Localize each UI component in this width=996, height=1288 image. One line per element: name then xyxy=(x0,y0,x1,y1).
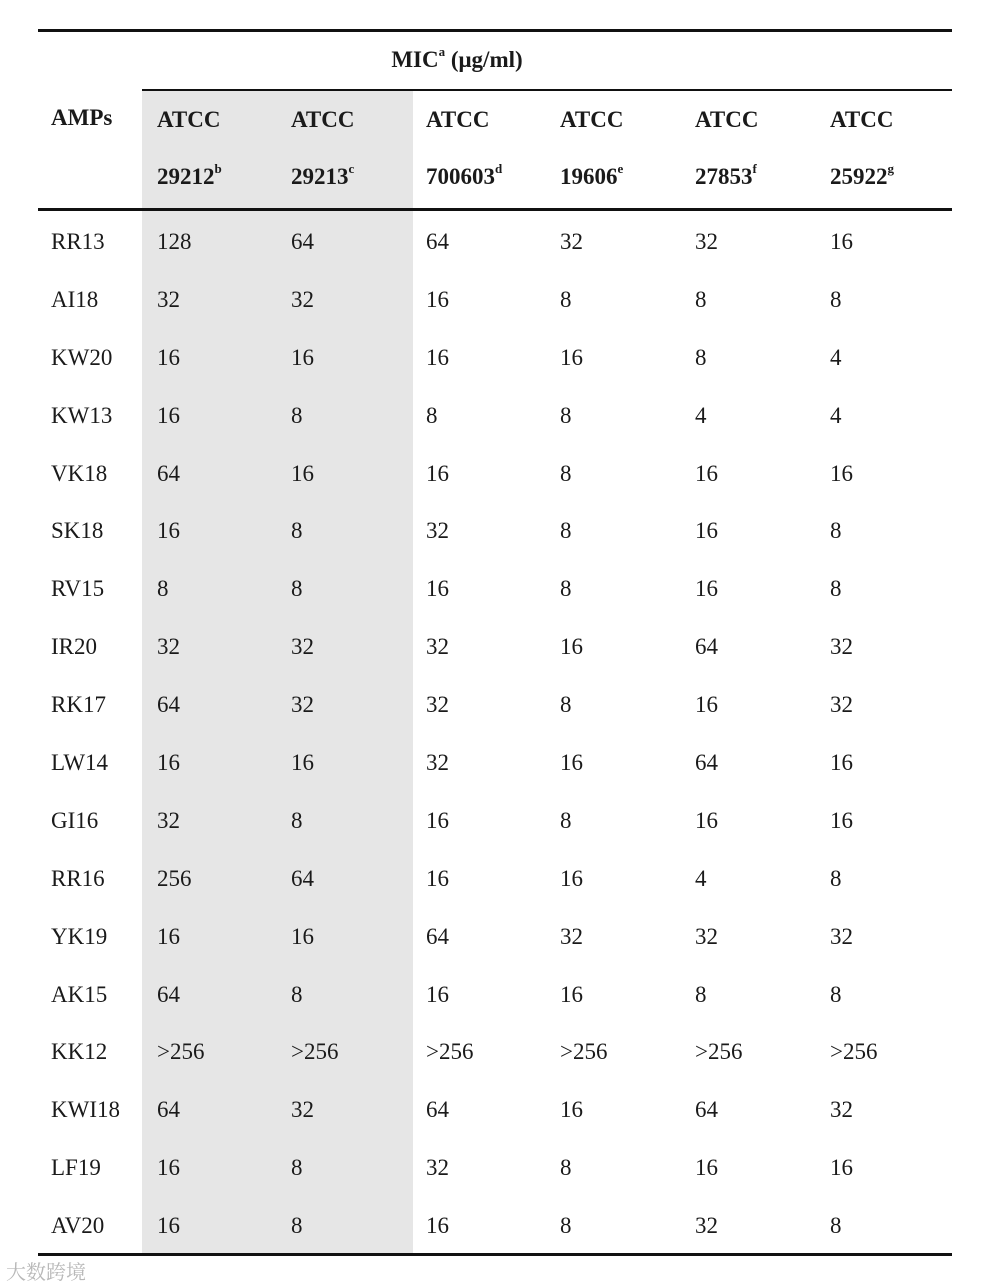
mic-spanner-rule xyxy=(142,89,952,91)
mic-value-cell: >256 xyxy=(426,1039,474,1065)
amp-name-cell: KK12 xyxy=(51,1039,108,1065)
mic-value-cell: 64 xyxy=(157,981,180,1007)
mic-value-cell: 8 xyxy=(695,344,707,370)
mic-value-cell: 16 xyxy=(560,981,583,1007)
mic-value-cell: 64 xyxy=(157,1097,180,1123)
table-row xyxy=(38,269,952,327)
footnote-marker: d xyxy=(495,161,503,177)
mic-value-cell: 16 xyxy=(695,807,718,833)
mic-value-cell: 4 xyxy=(830,344,842,370)
column-header xyxy=(560,105,623,219)
column-header-line1: ATCC xyxy=(560,107,624,132)
mic-label: MIC xyxy=(391,47,439,72)
mic-value-cell: 32 xyxy=(695,229,718,254)
table-row xyxy=(38,964,952,1022)
mic-value-cell: 64 xyxy=(695,1097,718,1123)
amp-name-cell: RR13 xyxy=(51,229,105,254)
table-body xyxy=(38,211,952,1253)
amp-name-cell: GI16 xyxy=(51,807,99,833)
footnote-marker: f xyxy=(752,161,757,177)
strain-number: 27853 xyxy=(695,164,753,189)
mic-value-cell: 16 xyxy=(695,692,718,718)
mic-value-cell: 16 xyxy=(560,634,583,660)
mic-value-cell: 16 xyxy=(426,981,449,1007)
mic-value-cell: 8 xyxy=(291,518,303,544)
mic-value-cell: 8 xyxy=(695,981,707,1007)
column-header-line1: ATCC xyxy=(695,107,759,132)
mic-value-cell: 8 xyxy=(830,981,842,1007)
mic-value-cell: 16 xyxy=(830,229,853,254)
table-row xyxy=(38,616,952,674)
mic-value-cell: 16 xyxy=(291,923,314,949)
mic-value-cell: 8 xyxy=(291,1155,303,1181)
mic-footnote-marker: a xyxy=(438,44,446,60)
table-row xyxy=(38,674,952,732)
mic-value-cell: 4 xyxy=(695,402,707,428)
table-row xyxy=(38,1021,952,1079)
mic-value-cell: 64 xyxy=(426,229,449,254)
column-header-line1: ATCC xyxy=(426,107,490,132)
mic-value-cell: >256 xyxy=(157,1039,205,1065)
mic-value-cell: 16 xyxy=(830,750,853,776)
mic-value-cell: 32 xyxy=(157,634,180,660)
column-header xyxy=(426,105,502,219)
table-bottom-rule xyxy=(38,1253,952,1256)
mic-value-cell: 16 xyxy=(695,576,718,602)
mic-value-cell: 32 xyxy=(695,1213,718,1239)
mic-value-cell: 16 xyxy=(560,344,583,370)
mic-value-cell: 16 xyxy=(291,460,314,486)
mic-value-cell: 8 xyxy=(291,807,303,833)
footnote-marker: b xyxy=(214,161,222,177)
mic-value-cell: 16 xyxy=(695,1155,718,1181)
mic-value-cell: 16 xyxy=(157,1213,180,1239)
mic-value-cell: 16 xyxy=(695,460,718,486)
mic-value-cell: 64 xyxy=(157,692,180,718)
mic-value-cell: 8 xyxy=(291,576,303,602)
column-header xyxy=(291,105,354,219)
amp-name-cell: KW20 xyxy=(51,344,113,370)
mic-value-cell: 16 xyxy=(157,750,180,776)
mic-value-cell: 8 xyxy=(830,1213,842,1239)
mic-value-cell: 16 xyxy=(291,750,314,776)
mic-value-cell: 8 xyxy=(560,518,572,544)
table-row xyxy=(38,1137,952,1195)
watermark-logo: 大数跨境 xyxy=(6,1260,86,1284)
mic-value-cell: 32 xyxy=(291,286,314,312)
mic-value-cell: 8 xyxy=(291,981,303,1007)
mic-value-cell: 64 xyxy=(695,634,718,660)
mic-value-cell: 16 xyxy=(426,865,449,891)
table-row xyxy=(38,790,952,848)
mic-value-cell: 16 xyxy=(560,865,583,891)
mic-value-cell: 4 xyxy=(830,402,842,428)
mic-value-cell: >256 xyxy=(291,1039,339,1065)
mic-value-cell: 16 xyxy=(426,286,449,312)
mic-value-cell: 16 xyxy=(560,1097,583,1123)
mic-value-cell: 8 xyxy=(560,460,572,486)
table-row xyxy=(38,906,952,964)
mic-column-group-title xyxy=(142,44,772,73)
table-row xyxy=(38,500,952,558)
column-header-line1: ATCC xyxy=(157,107,221,132)
mic-value-cell: 8 xyxy=(830,865,842,891)
amp-name-cell: LW14 xyxy=(51,750,109,776)
mic-value-cell: 32 xyxy=(426,518,449,544)
mic-value-cell: 16 xyxy=(426,1213,449,1239)
mic-value-cell: 32 xyxy=(426,692,449,718)
amp-name-cell: AK15 xyxy=(51,981,108,1007)
amp-name-cell: RR16 xyxy=(51,865,105,891)
mic-value-cell: 256 xyxy=(157,865,192,891)
mic-value-cell: 32 xyxy=(830,1097,853,1123)
table-row xyxy=(38,558,952,616)
mic-value-cell: 16 xyxy=(830,460,853,486)
mic-value-cell: 64 xyxy=(291,229,314,254)
mic-value-cell: 8 xyxy=(560,807,572,833)
footnote-marker: c xyxy=(348,161,355,177)
mic-value-cell: 8 xyxy=(291,1213,303,1239)
mic-value-cell: 16 xyxy=(157,1155,180,1181)
mic-value-cell: 32 xyxy=(560,229,583,254)
amp-name-cell: RK17 xyxy=(51,692,106,718)
mic-value-cell: 16 xyxy=(830,1155,853,1181)
mic-value-cell: 8 xyxy=(560,692,572,718)
mic-value-cell: 32 xyxy=(830,923,853,949)
mic-value-cell: 16 xyxy=(830,807,853,833)
mic-value-cell: 16 xyxy=(560,750,583,776)
mic-value-cell: >256 xyxy=(830,1039,878,1065)
column-header xyxy=(157,105,222,219)
column-header-line1: ATCC xyxy=(830,107,894,132)
strain-number: 700603 xyxy=(426,164,495,189)
mic-value-cell: 4 xyxy=(695,865,707,891)
mic-value-cell: 16 xyxy=(426,576,449,602)
strain-number: 29212 xyxy=(157,164,215,189)
table-row xyxy=(38,1079,952,1137)
mic-value-cell: 8 xyxy=(560,1213,572,1239)
table-top-rule xyxy=(38,29,952,32)
mic-value-cell: 16 xyxy=(157,402,180,428)
mic-value-cell: 8 xyxy=(426,402,438,428)
mic-value-cell: 16 xyxy=(426,460,449,486)
mic-value-cell: 8 xyxy=(830,518,842,544)
mic-value-cell: 8 xyxy=(560,1155,572,1181)
mic-value-cell: 32 xyxy=(426,1155,449,1181)
footnote-marker: e xyxy=(617,161,624,177)
mic-value-cell: 32 xyxy=(157,807,180,833)
mic-value-cell: 8 xyxy=(560,402,572,428)
mic-value-cell: 128 xyxy=(157,229,192,254)
mic-value-cell: 32 xyxy=(291,634,314,660)
table-row xyxy=(38,211,952,269)
mic-value-cell: 16 xyxy=(291,344,314,370)
mic-value-cell: 8 xyxy=(830,576,842,602)
row-header-amps: AMPs xyxy=(51,105,113,130)
mic-value-cell: 32 xyxy=(291,692,314,718)
mic-value-cell: 64 xyxy=(426,1097,449,1123)
mic-value-cell: 16 xyxy=(157,518,180,544)
mic-value-cell: 64 xyxy=(695,750,718,776)
table-row xyxy=(38,443,952,501)
table-row xyxy=(38,327,952,385)
amp-name-cell: YK19 xyxy=(51,923,108,949)
amp-name-cell: SK18 xyxy=(51,518,104,544)
mic-value-cell: 16 xyxy=(157,344,180,370)
amp-name-cell: AV20 xyxy=(51,1213,105,1239)
table-row xyxy=(38,385,952,443)
column-header-line1: ATCC xyxy=(291,107,355,132)
strain-number: 25922 xyxy=(830,164,888,189)
table-row xyxy=(38,1195,952,1253)
mic-value-cell: >256 xyxy=(560,1039,608,1065)
mic-value-cell: 16 xyxy=(426,807,449,833)
amp-name-cell: KWI18 xyxy=(51,1097,120,1123)
column-header xyxy=(695,105,758,219)
mic-value-cell: 64 xyxy=(157,460,180,486)
amp-name-cell: KW13 xyxy=(51,402,113,428)
mic-value-cell: 64 xyxy=(426,923,449,949)
mic-value-cell: 32 xyxy=(426,634,449,660)
mic-value-cell: 32 xyxy=(695,923,718,949)
mic-value-cell: 8 xyxy=(157,576,169,602)
mic-value-cell: 8 xyxy=(291,402,303,428)
strain-number: 19606 xyxy=(560,164,618,189)
mic-value-cell: 16 xyxy=(157,923,180,949)
mic-value-cell: 16 xyxy=(426,344,449,370)
mic-value-cell: 32 xyxy=(157,286,180,312)
mic-value-cell: 32 xyxy=(560,923,583,949)
footnote-marker: g xyxy=(887,161,894,177)
mic-value-cell: 8 xyxy=(830,286,842,312)
mic-value-cell: 8 xyxy=(560,286,572,312)
mic-value-cell: 32 xyxy=(830,692,853,718)
mic-value-cell: 8 xyxy=(560,576,572,602)
mic-value-cell: 64 xyxy=(291,865,314,891)
mic-value-cell: >256 xyxy=(695,1039,743,1065)
amp-name-cell: LF19 xyxy=(51,1155,101,1181)
mic-value-cell: 16 xyxy=(695,518,718,544)
strain-number: 29213 xyxy=(291,164,349,189)
table-row xyxy=(38,848,952,906)
amp-name-cell: VK18 xyxy=(51,460,108,486)
mic-value-cell: 8 xyxy=(695,286,707,312)
table-row xyxy=(38,732,952,790)
mic-unit: (μg/ml) xyxy=(445,47,523,72)
column-header xyxy=(830,105,894,219)
mic-value-cell: 32 xyxy=(426,750,449,776)
mic-value-cell: 32 xyxy=(830,634,853,660)
mic-value-cell: 32 xyxy=(291,1097,314,1123)
amp-name-cell: RV15 xyxy=(51,576,105,602)
amp-name-cell: AI18 xyxy=(51,286,99,312)
amp-name-cell: IR20 xyxy=(51,634,97,660)
